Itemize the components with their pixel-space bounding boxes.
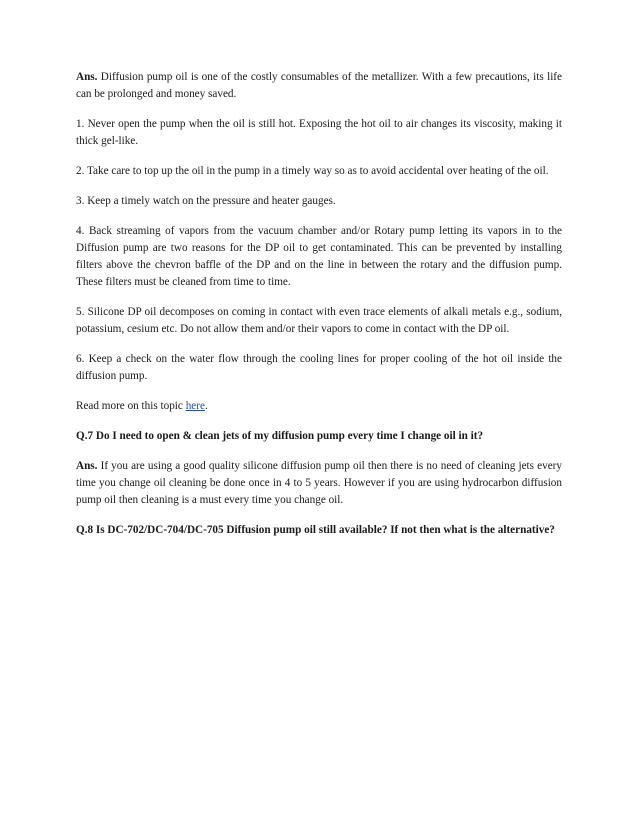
answer-7 <box>76 458 562 509</box>
read-more-paragraph <box>76 398 562 415</box>
question-7: Q.7 Do I need to open & clean jets of my diffusion pump every time I change oil in it? <box>76 430 484 442</box>
tip-4: 4. Back streaming of vapors from the vacuum chamber and/or Rotary pump letting its vapors in to the Diffusion pump are two reasons for the DP oil to get contaminated. This can be prevented by installing filters above the chevron baffle of the DP and on the line in between the rotary and the diffusion pump. These filters must be cleaned from time to time. <box>76 225 562 288</box>
answer-7-text: If you are using a good quality silicone diffusion pump oil then there is no need of cleaning jets every time you change oil cleaning be done once in 4 to 5 years. However if you are using hydrocarbon diffusion pump oil then cleaning is a must every time you change oil. <box>76 460 562 506</box>
read-more-period: . <box>204 400 208 412</box>
read-more-text: Read more on this topic <box>76 400 186 412</box>
tip-2: 2. Take care to top up the oil in the pump in a timely way so as to avoid accidental over heating of the oil. <box>76 165 549 177</box>
answer-7-lead: Ans. <box>76 460 98 472</box>
answer-lead: Ans. <box>76 71 98 83</box>
tip-1: 1. Never open the pump when the oil is still hot. Exposing the hot oil to air changes its viscosity, making it thick gel-like. <box>76 118 562 147</box>
document-body <box>76 69 562 552</box>
answer-text: Diffusion pump oil is one of the costly consumables of the metallizer. With a few precautions, its life can be prolonged and money saved. <box>76 71 562 100</box>
read-more-link[interactable]: here <box>185 400 205 412</box>
question-8: Q.8 Is DC-702/DC-704/DC-705 Diffusion pump oil still available? If not then what is the alternative? <box>76 524 555 536</box>
tip-6: 6. Keep a check on the water flow through the cooling lines for proper cooling of the hot oil inside the diffusion pump. <box>76 353 562 382</box>
tip-3: 3. Keep a timely watch on the pressure and heater gauges. <box>76 195 336 207</box>
tip-5: 5. Silicone DP oil decomposes on coming in contact with even trace elements of alkali metals e.g., sodium, potassium, cesium etc. Do not allow them and/or their vapors to come in contact with the DP oil. <box>76 306 562 335</box>
answer-paragraph-intro <box>76 69 562 103</box>
